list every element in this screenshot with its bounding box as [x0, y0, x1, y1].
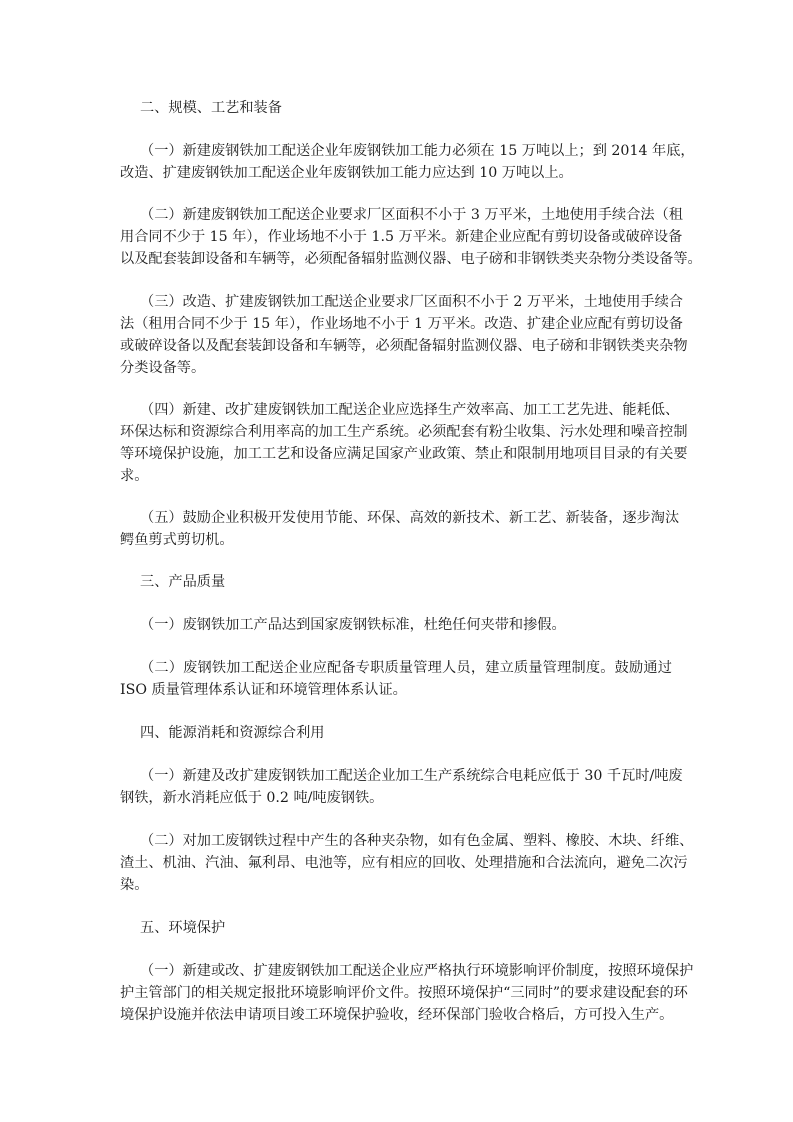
section-heading: 二、规模、工艺和装备	[140, 100, 282, 116]
paragraph-line: 环保达标和资源综合利用率高的加工生产系统。必须配套有粉尘收集、污水处理和噪音控制	[120, 424, 688, 440]
paragraph-line: 鳄鱼剪式剪切机。	[120, 532, 234, 548]
paragraph-line: （一）新建废钢铁加工配送企业年废钢铁加工能力必须在 15 万吨以上；到 2014 年底，	[140, 143, 695, 159]
paragraph-line: （一）新建或改、扩建废钢铁加工配送企业应严格执行环境影响评价制度，按照环境保护	[140, 963, 694, 979]
paragraph-line: （三）改造、扩建废钢铁加工配送企业要求厂区面积不小于 2 万平米，土地使用手续合	[140, 294, 683, 310]
paragraph-line: （一）废钢铁加工产品达到国家废钢铁标准，杜绝任何夹带和掺假。	[140, 617, 566, 633]
paragraph-line: （二）新建废钢铁加工配送企业要求厂区面积不小于 3 万平米，土地使用手续合法（租	[140, 207, 683, 223]
paragraph-line: 等环境保护设施，加工工艺和设备应满足国家产业政策、禁止和限制用地项目目录的有关要	[120, 446, 688, 462]
section-heading: 五、环境保护	[140, 920, 226, 936]
paragraph-line: （五）鼓励企业积极开发使用节能、环保、高效的新技术、新工艺、新装备，逐步淘汰	[140, 510, 680, 526]
paragraph-line: 以及配套装卸设备和车辆等，必须配备辐射监测仪器、电子磅和非钢铁类夹杂物分类设备等。	[120, 251, 702, 267]
paragraph-line: （四）新建、改扩建废钢铁加工配送企业应选择生产效率高、加工工艺先进、能耗低、	[140, 402, 680, 418]
paragraph-line: 求。	[120, 468, 149, 484]
paragraph-line: 护主管部门的相关规定报批环境影响评价文件。按照环境保护“三同时”的要求建设配套的环	[120, 985, 688, 1001]
paragraph-line: 钢铁，新水消耗应低于 0.2 吨/吨废钢铁。	[120, 790, 384, 806]
paragraph-line: ISO 质量管理体系认证和环境管理体系认证。	[120, 682, 407, 698]
paragraph-line: 境保护设施并依法申请项目竣工环境保护验收，经环保部门验收合格后，方可投入生产。	[120, 1007, 674, 1023]
paragraph-line: （一）新建及改扩建废钢铁加工配送企业加工生产系统综合电耗应低于 30 千瓦时/吨废	[140, 768, 683, 784]
paragraph-line: 用合同不少于 15 年），作业场地不小于 1.5 万平米。新建企业应配有剪切设备或破碎设备	[120, 229, 683, 245]
paragraph-line: 法（租用合同不少于 15 年），作业场地不小于 1 万平米。改造、扩建企业应配有剪切设备	[120, 316, 683, 332]
paragraph-line: 染。	[120, 877, 149, 893]
paragraph-line: 改造、扩建废钢铁加工配送企业年废钢铁加工能力应达到 10 万吨以上。	[120, 165, 573, 181]
paragraph-line: 渣土、机油、汽油、氟利昂、电池等，应有相应的回收、处理措施和合法流向，避免二次污	[120, 855, 688, 871]
section-heading: 三、产品质量	[140, 574, 226, 590]
paragraph-line: 分类设备等。	[120, 360, 206, 376]
paragraph-line: 或破碎设备以及配套装卸设备和车辆等，必须配备辐射监测仪器、电子磅和非钢铁类夹杂物	[120, 338, 688, 354]
section-heading: 四、能源消耗和资源综合利用	[140, 725, 325, 741]
paragraph-line: （二）废钢铁加工配送企业应配备专职质量管理人员，建立质量管理制度。鼓励通过	[140, 660, 672, 676]
paragraph-line: （二）对加工废钢铁过程中产生的各种夹杂物，如有色金属、塑料、橡胶、木块、纤维、	[140, 833, 694, 849]
